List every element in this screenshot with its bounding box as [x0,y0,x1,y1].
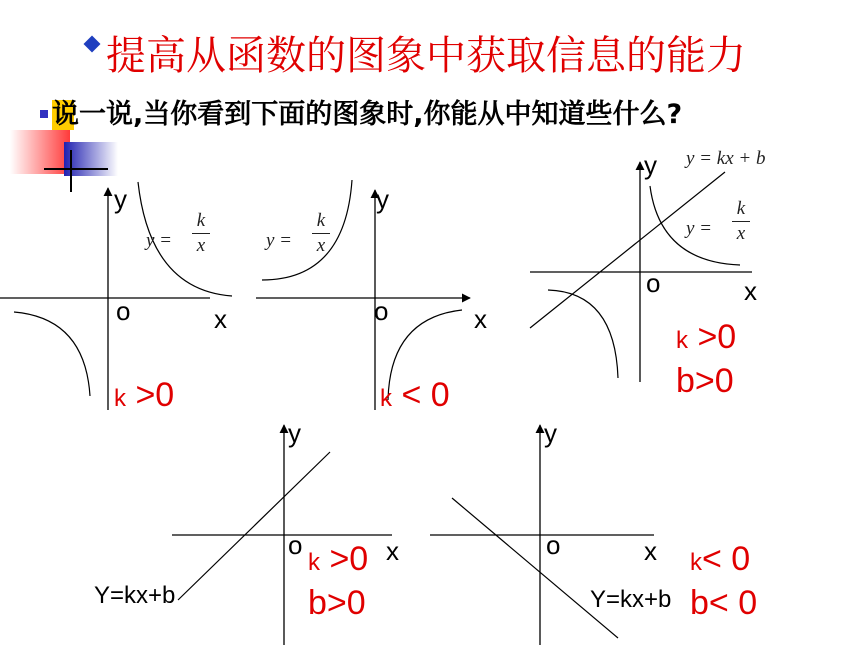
condition-rest: < 0 [702,540,751,578]
graph-4-origin-label: o [288,530,303,560]
graph-5-condition-b: b< 0 [690,584,758,622]
graph-3-origin-label: o [646,268,661,298]
condition-rest: >0 [688,318,737,356]
formula-y-eq: y = [146,230,173,251]
graph-4-condition-b: b>0 [308,584,366,622]
graph-3-x-label: x [744,276,757,306]
fraction-denominator: x [316,235,326,256]
graph-4-equation: Y=kx+b [94,582,176,609]
graph-4-condition-k [308,540,368,579]
condition-rest: >0 [126,376,175,414]
graph-3-curve-q3 [548,290,618,378]
graph-1-formula [146,230,172,252]
fraction-denominator: x [736,223,746,244]
graph-1-condition [114,376,174,415]
graph-1-fraction [192,210,210,257]
fraction-numerator: k [316,210,326,231]
condition-k: k [676,327,688,354]
condition-rest: >0 [320,540,369,578]
graph-2-y-label: y [376,184,389,214]
fraction-denominator: x [196,235,206,256]
graph-3-condition-b: b>0 [676,362,734,400]
condition-k: k [380,385,392,412]
graph-2-fraction [312,210,330,257]
slide-title: 提高从函数的图象中获取信息的能力 [106,33,746,79]
fraction-numerator: k [736,198,746,219]
graph-2-x-label: x [474,304,487,334]
graph-3-line [530,172,725,328]
graph-3-condition-k [676,318,736,357]
graph-1-x-label: x [214,304,227,334]
graph-5-origin-label: o [546,530,561,560]
graph-2-origin-label: o [374,296,389,326]
graph-5-equation: Y=kx+b [590,586,672,613]
graph-1-origin-label: o [116,296,131,326]
graph-4-y-label: y [288,418,301,448]
graph-4-x-label: x [386,536,399,566]
graph-1-y-label: y [114,184,127,214]
graph-3-fraction [732,198,750,245]
graph-5-line [452,498,618,638]
graph-1-curve-q3 [14,312,90,396]
graph-5-x-label: x [644,536,657,566]
graph-3-linear-formula: y = kx + b [686,148,766,169]
graph-5-y-label: y [544,418,557,448]
condition-rest: < 0 [392,376,450,414]
graph-3-y-label: y [644,150,657,180]
slide-subtitle: 说一说,当你看到下面的图象时,你能从中知道些什么? [52,99,683,130]
graph-5-condition-k [690,540,750,579]
graph-2-formula [266,230,292,252]
formula-y-eq: y = [266,230,293,251]
graph-2-condition [380,376,450,415]
formula-y-eq: y = [686,218,713,239]
condition-k: k [308,549,320,576]
fraction-numerator: k [196,210,206,231]
graph-3-formula [686,218,712,240]
condition-k: k [114,385,126,412]
condition-k: k [690,549,702,576]
